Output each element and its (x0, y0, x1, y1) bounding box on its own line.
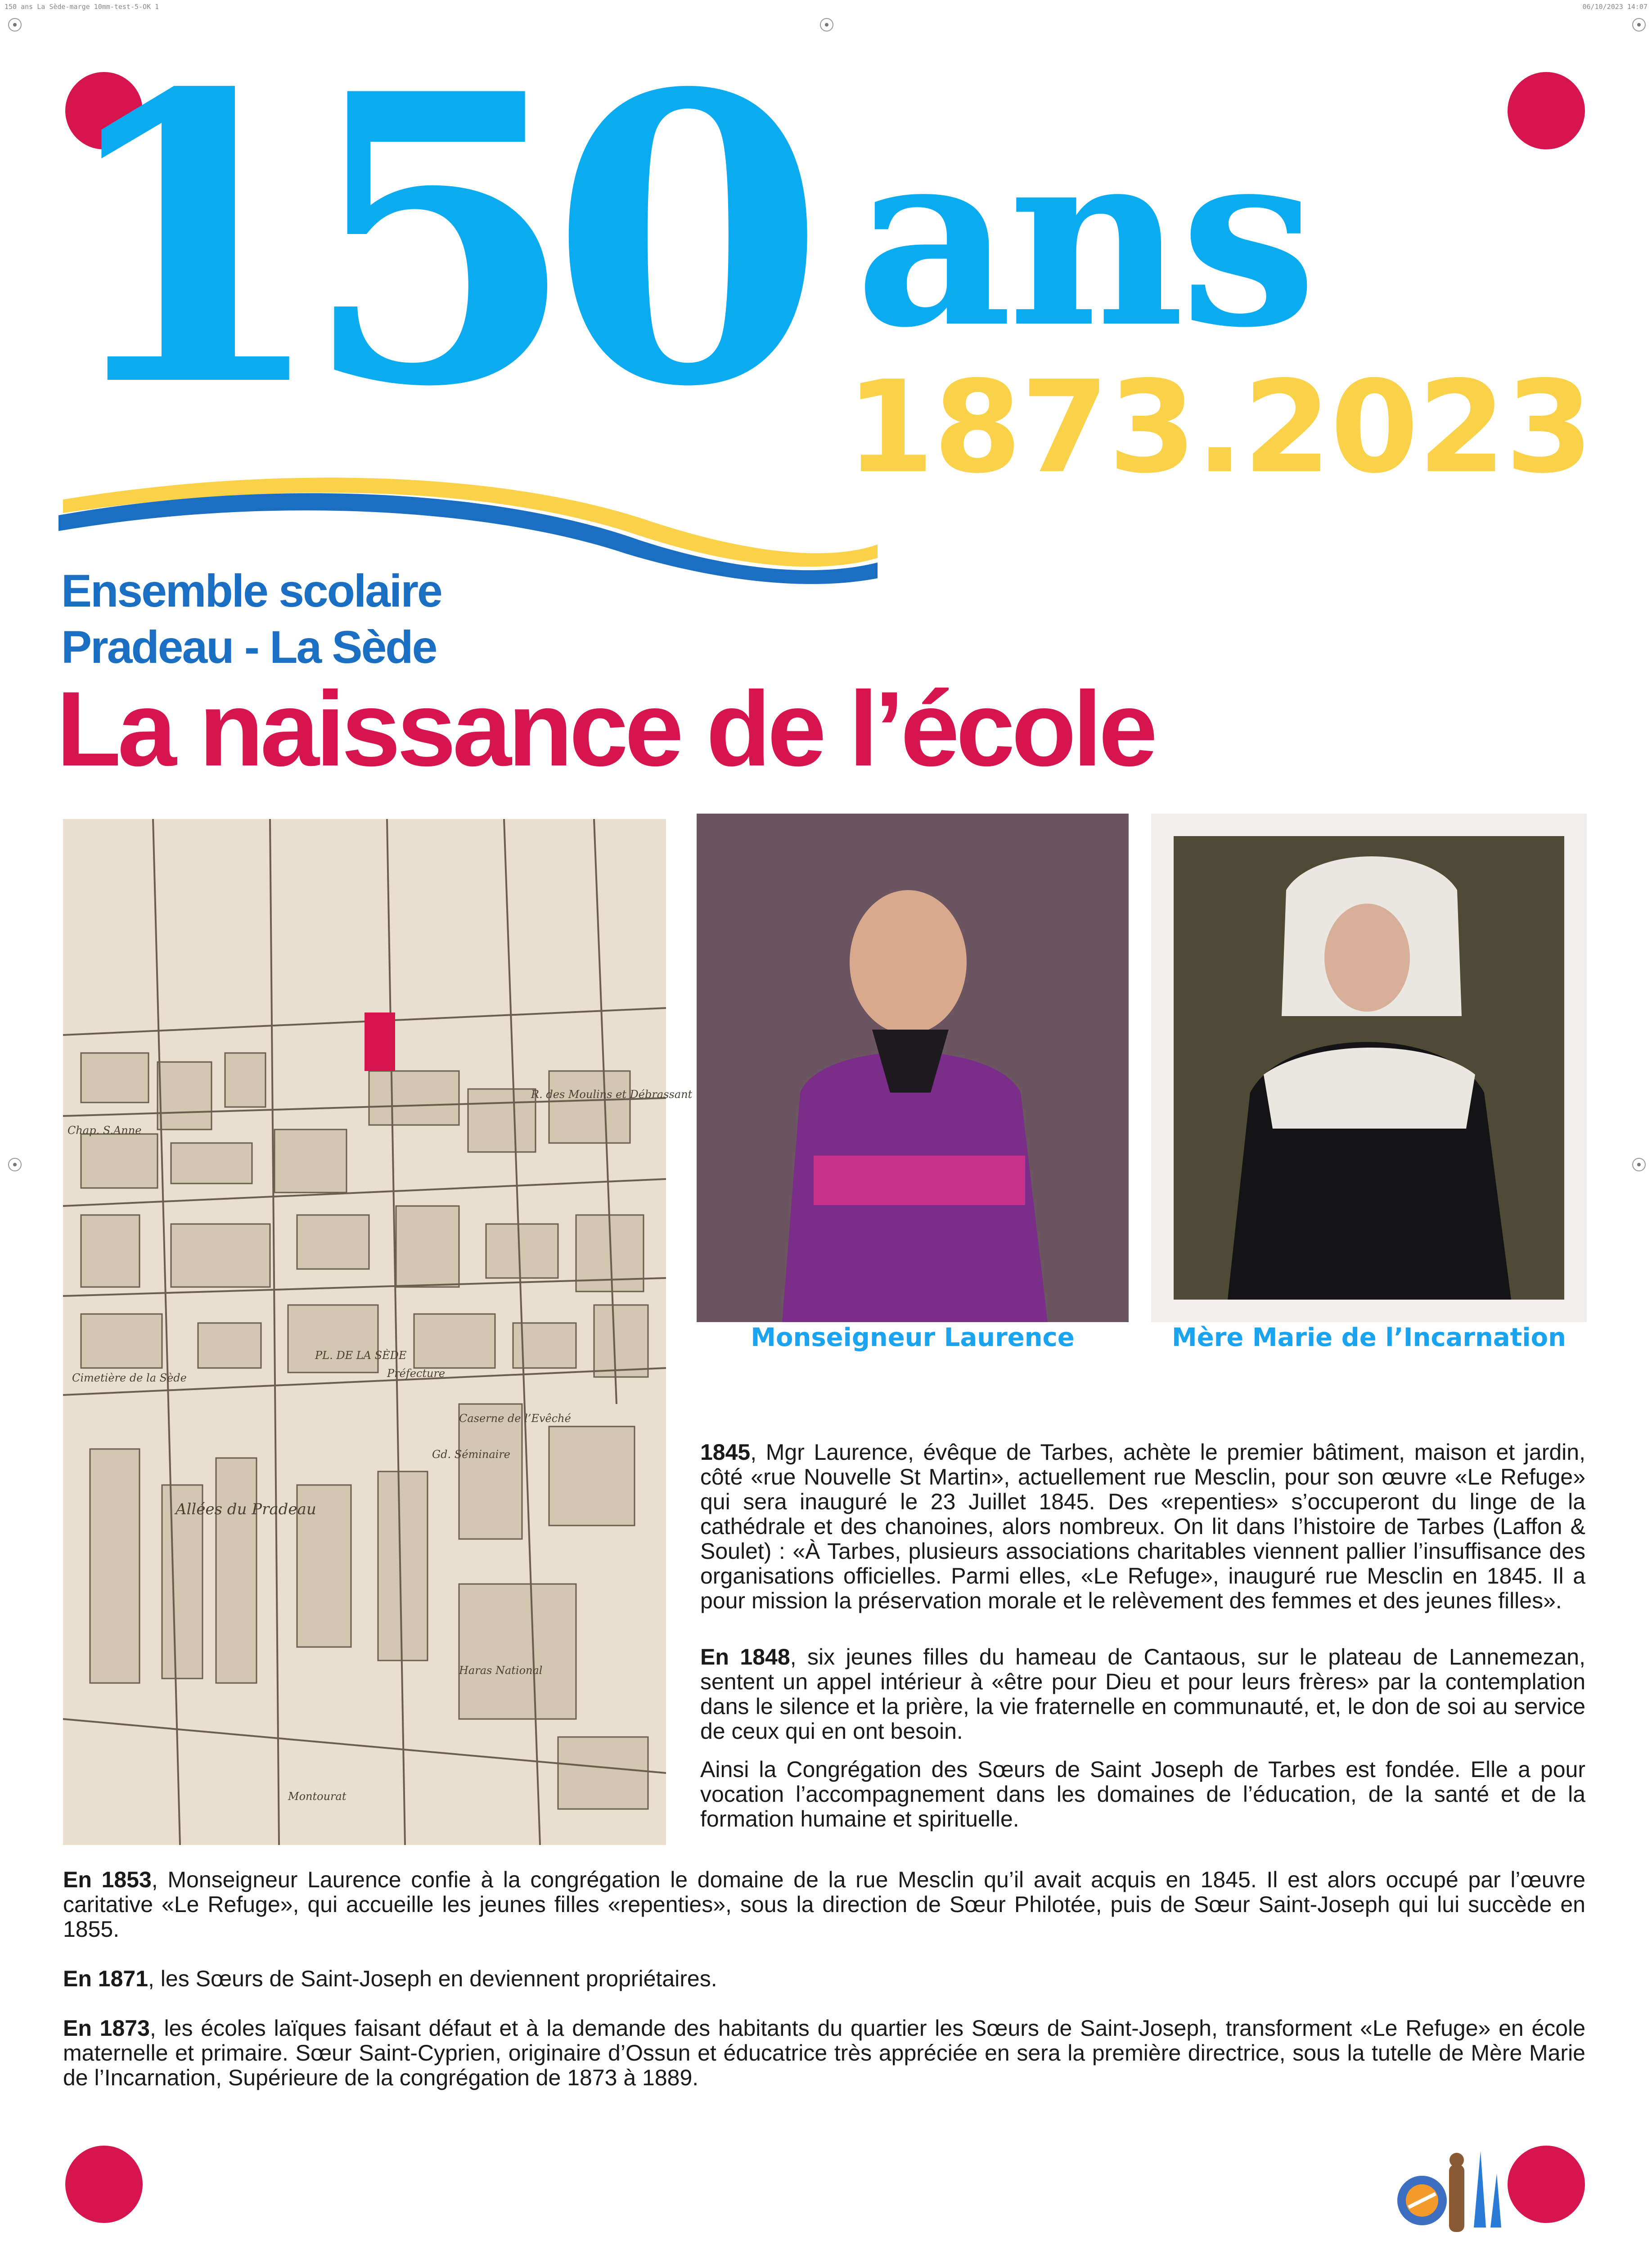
paragraph-1871-lead: En 1871 (63, 1966, 149, 1991)
school-name-line2: Pradeau - La Sède (61, 621, 437, 673)
paragraph-1871-body: , les Sœurs de Saint-Joseph en deviennent propriétaires. (148, 1966, 717, 1991)
print-timestamp: 06/10/2023 14:07 (1582, 3, 1647, 11)
print-filename: 150 ans La Sède-marge 10mm-test-5-OK 1 (5, 3, 159, 11)
school-logo (1391, 2146, 1508, 2236)
paragraph-1845 (700, 1440, 1585, 1613)
paragraph-1845-body: , Mgr Laurence, évêque de Tarbes, achète le premier bâtiment, maison et jardin, côté «rue Nouvelle St Martin», actuellement rue Mesclin, pour son œuvre «Le Refuge» qui sera inauguré le 23 Juillet 1845. Des «repenties» s’occuperont du linge de la cathédrale et des chanoines, alors nombreux. On lit dans l’histoire de Tarbes (Laffon & Soulet) : «À Tarbes, plusieurs associations charitables viennent pallier l’insuffisance des organisations officielles. Parmi elles, «Le Refuge», inauguré rue Mesclin en 1845. Il a pour mission la préservation morale et le relèvement des femmes et des jeunes filles». (700, 1440, 1585, 1613)
map-label-caserne: Caserne de l’Evêché (459, 1412, 571, 1425)
hero-suffix: ans (855, 96, 1313, 381)
paragraph-1853 (63, 1868, 1585, 1942)
registration-mark-right (1632, 1158, 1646, 1171)
paragraph-1848-lead: En 1848 (700, 1644, 790, 1670)
map-label-moulins: R. des Moulins et Débrassant (531, 1088, 693, 1101)
portrait-mere-marie (1151, 814, 1587, 1322)
map-label-haras: Haras National (459, 1664, 543, 1677)
page-title: La naissance de l’école (56, 670, 1154, 788)
paragraph-1873-body: , les écoles laïques faisant défaut et à la demande des habitants du quartier les Sœurs de Saint-Joseph, transforment «Le Refuge» en école maternelle et primaire. Sœur Saint-Cyprien, originaire d’Ossun et éducatrice très appréciée en sera la première directrice, sous la tutelle de Mère Marie de l’Incarnation, Supérieure de la congrégation de 1873 à 1889. (63, 2016, 1585, 2090)
map-label-chapelle: Chap. S.Anne (68, 1124, 142, 1137)
school-name-line1: Ensemble scolaire (61, 565, 441, 616)
registration-mark-top-left (8, 18, 22, 32)
paragraph-1853-body: , Monseigneur Laurence confie à la congrégation le domaine de la rue Mesclin qu’il avait acquis en 1845. Il est alors occupé par l’œuvre caritative «Le Refuge», qui accueille les jeunes filles «repenties», sous la direction de Sœur Philotée, puis de Sœur Saint-Joseph qui lui succède en 1855. (63, 1867, 1585, 1942)
corner-dot-bottom-right (1508, 2146, 1585, 2223)
map-label-allees: Allées du Pradeau (176, 1500, 316, 1518)
map-label-place: PL. DE LA SÈDE (315, 1349, 407, 1362)
school-location-marker (365, 1012, 395, 1071)
registration-mark-left (8, 1158, 22, 1171)
historic-map (63, 819, 693, 1845)
map-drawing (63, 819, 693, 1845)
paragraph-1873-lead: En 1873 (63, 2016, 150, 2041)
map-label-prefecture: Préfecture (387, 1367, 446, 1380)
paragraph-1871 (63, 1966, 1585, 1991)
registration-mark-top-right (1632, 18, 1646, 32)
paragraph-1873 (63, 2016, 1585, 2090)
paragraph-1845-lead: 1845 (700, 1440, 751, 1465)
paragraph-congregation: Ainsi la Congrégation des Sœurs de Saint Joseph de Tarbes est fondée. Elle a pour vocation l’accompagnement dans les domaines de l’éducation, de la santé et de la formation humaine et spirituelle. (700, 1757, 1585, 1832)
hero-number: 150 (53, 8, 799, 473)
portrait-laurence (697, 814, 1129, 1322)
corner-dot-bottom-left (65, 2146, 143, 2223)
caption-laurence: Monseigneur Laurence (751, 1323, 1075, 1352)
map-label-cimetiere: Cimetière de la Sède (72, 1372, 187, 1384)
registration-mark-top-center (820, 18, 833, 32)
hero-years: 1873.2023 (846, 353, 1593, 501)
map-label-montourat: Montourat (288, 1790, 347, 1803)
map-label-seminaire: Gd. Séminaire (432, 1448, 510, 1461)
wave-ribbon (59, 468, 882, 576)
caption-mere-marie: Mère Marie de l’Incarnation (1172, 1323, 1566, 1352)
paragraph-1853-lead: En 1853 (63, 1867, 152, 1892)
text-column-full (63, 1868, 1585, 2090)
corner-dot-top-right (1508, 72, 1585, 149)
paragraph-1848-body: , six jeunes filles du hameau de Cantaous, sur le plateau de Lannemezan, sentent un appel intérieur à «être pour Dieu et pour leurs frères» par la contemplation dans le silence et la prière, la vie fraternelle en communauté, et, le don de soi au service de ceux qui en ont besoin. (700, 1644, 1585, 1744)
paragraph-1848 (700, 1645, 1585, 1744)
text-column-right (700, 1440, 1585, 1832)
